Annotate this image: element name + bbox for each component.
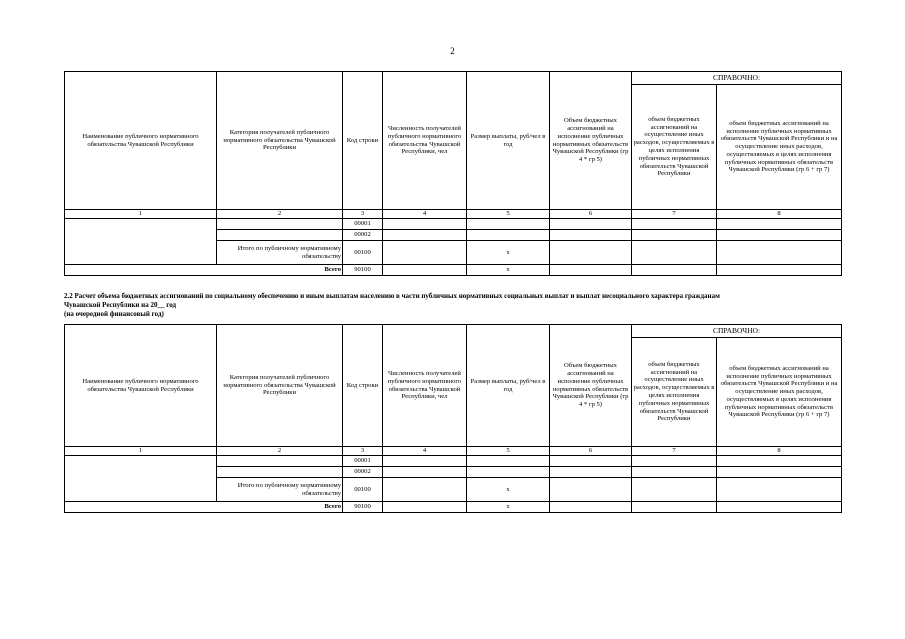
value-cell[interactable] bbox=[467, 456, 550, 467]
value-cell[interactable] bbox=[632, 456, 717, 467]
header-budget-volume: Объем бюджетных ассигнований на исполнение публичных нормативных обязательств Чувашской Республики (гр 4 * гр 5) bbox=[550, 72, 632, 210]
value-cell[interactable] bbox=[383, 241, 467, 265]
value-cell[interactable] bbox=[717, 219, 842, 230]
obligation-name-cell[interactable] bbox=[65, 456, 217, 502]
value-cell[interactable] bbox=[717, 241, 842, 265]
subtotal-label: Итого по публичному нормативному обязательству bbox=[217, 241, 343, 265]
total-x-mark: x bbox=[467, 502, 550, 513]
col-number: 4 bbox=[383, 210, 467, 219]
col-number: 3 bbox=[343, 210, 383, 219]
row-code-cell: 00001 bbox=[343, 219, 383, 230]
total-label: Всего bbox=[65, 502, 343, 513]
header-obligation-name: Наименование публичного нормативного обязательства Чувашской Республики bbox=[65, 325, 217, 447]
value-cell[interactable] bbox=[383, 265, 467, 276]
value-cell[interactable] bbox=[717, 456, 842, 467]
col-number: 5 bbox=[467, 210, 550, 219]
value-cell[interactable] bbox=[550, 265, 632, 276]
header-recipient-category: Категория получателей публичного нормативного обязательства Чувашской Республики bbox=[217, 72, 343, 210]
category-cell[interactable] bbox=[217, 467, 343, 478]
value-cell[interactable] bbox=[550, 219, 632, 230]
value-cell[interactable] bbox=[550, 241, 632, 265]
col-number: 7 bbox=[632, 210, 717, 219]
col-number: 8 bbox=[717, 210, 842, 219]
row-code-cell: 00002 bbox=[343, 467, 383, 478]
category-cell[interactable] bbox=[217, 219, 343, 230]
col-number: 5 bbox=[467, 447, 550, 456]
value-cell[interactable] bbox=[383, 502, 467, 513]
col-number: 2 bbox=[217, 447, 343, 456]
header-other-expenses: объем бюджетных ассигнований на осуществление иных расходов, осуществляемых в целях исполнения публичных нормативных обязательств Чувашской Республики bbox=[632, 338, 717, 447]
row-code-cell: 00002 bbox=[343, 230, 383, 241]
col-number: 1 bbox=[65, 210, 217, 219]
value-cell[interactable] bbox=[632, 219, 717, 230]
row-code-cell: 00100 bbox=[343, 478, 383, 502]
header-budget-volume: Объем бюджетных ассигнований на исполнение публичных нормативных обязательств Чувашской Республики (гр 4 * гр 5) bbox=[550, 325, 632, 447]
value-cell[interactable] bbox=[717, 467, 842, 478]
col-number: 4 bbox=[383, 447, 467, 456]
value-cell[interactable] bbox=[467, 230, 550, 241]
page-number: 2 bbox=[450, 46, 455, 56]
header-row-code: Код строки bbox=[343, 72, 383, 210]
value-cell[interactable] bbox=[717, 502, 842, 513]
header-row-code: Код строки bbox=[343, 325, 383, 447]
row-code-cell: 90100 bbox=[343, 502, 383, 513]
subtotal-x-mark: x bbox=[467, 478, 550, 502]
col-number: 8 bbox=[717, 447, 842, 456]
value-cell[interactable] bbox=[550, 478, 632, 502]
budget-table-2 bbox=[64, 324, 842, 513]
value-cell[interactable] bbox=[632, 241, 717, 265]
total-x-mark: x bbox=[467, 265, 550, 276]
col-number: 6 bbox=[550, 447, 632, 456]
value-cell[interactable] bbox=[550, 230, 632, 241]
col-number: 3 bbox=[343, 447, 383, 456]
header-recipient-category: Категория получателей публичного нормативного обязательства Чувашской Республики bbox=[217, 325, 343, 447]
value-cell[interactable] bbox=[467, 219, 550, 230]
budget-table-1 bbox=[64, 71, 842, 276]
value-cell[interactable] bbox=[383, 456, 467, 467]
value-cell[interactable] bbox=[717, 230, 842, 241]
header-obligation-name: Наименование публичного нормативного обязательства Чувашской Республики bbox=[65, 72, 217, 210]
value-cell[interactable] bbox=[632, 502, 717, 513]
value-cell[interactable] bbox=[550, 456, 632, 467]
section-title-line: Чувашской Республики на 20__ год bbox=[64, 300, 177, 309]
value-cell[interactable] bbox=[632, 467, 717, 478]
total-label: Всего bbox=[65, 265, 343, 276]
col-number: 6 bbox=[550, 210, 632, 219]
value-cell[interactable] bbox=[632, 478, 717, 502]
col-number: 1 bbox=[65, 447, 217, 456]
section-title bbox=[64, 292, 854, 318]
value-cell[interactable] bbox=[632, 230, 717, 241]
category-cell[interactable] bbox=[217, 456, 343, 467]
header-reference: СПРАВОЧНО: bbox=[632, 72, 842, 85]
value-cell[interactable] bbox=[383, 219, 467, 230]
value-cell[interactable] bbox=[383, 467, 467, 478]
header-recipients-count: Численность получателей публичного нормативного обязательства Чувашской Республики, чел bbox=[383, 325, 467, 447]
header-payment-size: Размер выплаты, руб/чел в год bbox=[467, 325, 550, 447]
obligation-name-cell[interactable] bbox=[65, 219, 217, 265]
value-cell[interactable] bbox=[717, 265, 842, 276]
header-reference: СПРАВОЧНО: bbox=[632, 325, 842, 338]
section-title-line: 2.2 Расчет объема бюджетных ассигнований по социальному обеспечению и иным выплатам населению в части публичных нормативных социальных выплат и выплат несоциального характера гражданам bbox=[64, 292, 720, 300]
row-code-cell: 00100 bbox=[343, 241, 383, 265]
value-cell[interactable] bbox=[550, 502, 632, 513]
header-recipients-count: Численность получателей публичного нормативного обязательства Чувашской Республики, чел bbox=[383, 72, 467, 210]
row-code-cell: 90100 bbox=[343, 265, 383, 276]
header-total-assignments: объем бюджетных ассигнований на исполнение публичных нормативных обязательств Чувашской Республики и на осуществление иных расходов, осуществляемых в целях исполнения публичных нормативных обязательств Чувашской Республики (гр 6 + гр 7) bbox=[717, 85, 842, 210]
header-total-assignments: объем бюджетных ассигнований на исполнение публичных нормативных обязательств Чувашской Республики и на осуществление иных расходов, осуществляемых в целях исполнения публичных нормативных обязательств Чувашской Республики (гр 6 + гр 7) bbox=[717, 338, 842, 447]
row-code-cell: 00001 bbox=[343, 456, 383, 467]
subtotal-x-mark: x bbox=[467, 241, 550, 265]
header-other-expenses: объем бюджетных ассигнований на осуществление иных расходов, осуществляемых в целях исполнения публичных нормативных обязательств Чувашской Республики bbox=[632, 85, 717, 210]
value-cell[interactable] bbox=[550, 467, 632, 478]
subtotal-label: Итого по публичному нормативному обязательству bbox=[217, 478, 343, 502]
value-cell[interactable] bbox=[467, 467, 550, 478]
value-cell[interactable] bbox=[383, 478, 467, 502]
header-payment-size: Размер выплаты, руб/чел в год bbox=[467, 72, 550, 210]
value-cell[interactable] bbox=[717, 478, 842, 502]
section-title-line: (на очередной финансовый год) bbox=[64, 309, 164, 318]
col-number: 7 bbox=[632, 447, 717, 456]
value-cell[interactable] bbox=[383, 230, 467, 241]
category-cell[interactable] bbox=[217, 230, 343, 241]
col-number: 2 bbox=[217, 210, 343, 219]
value-cell[interactable] bbox=[632, 265, 717, 276]
